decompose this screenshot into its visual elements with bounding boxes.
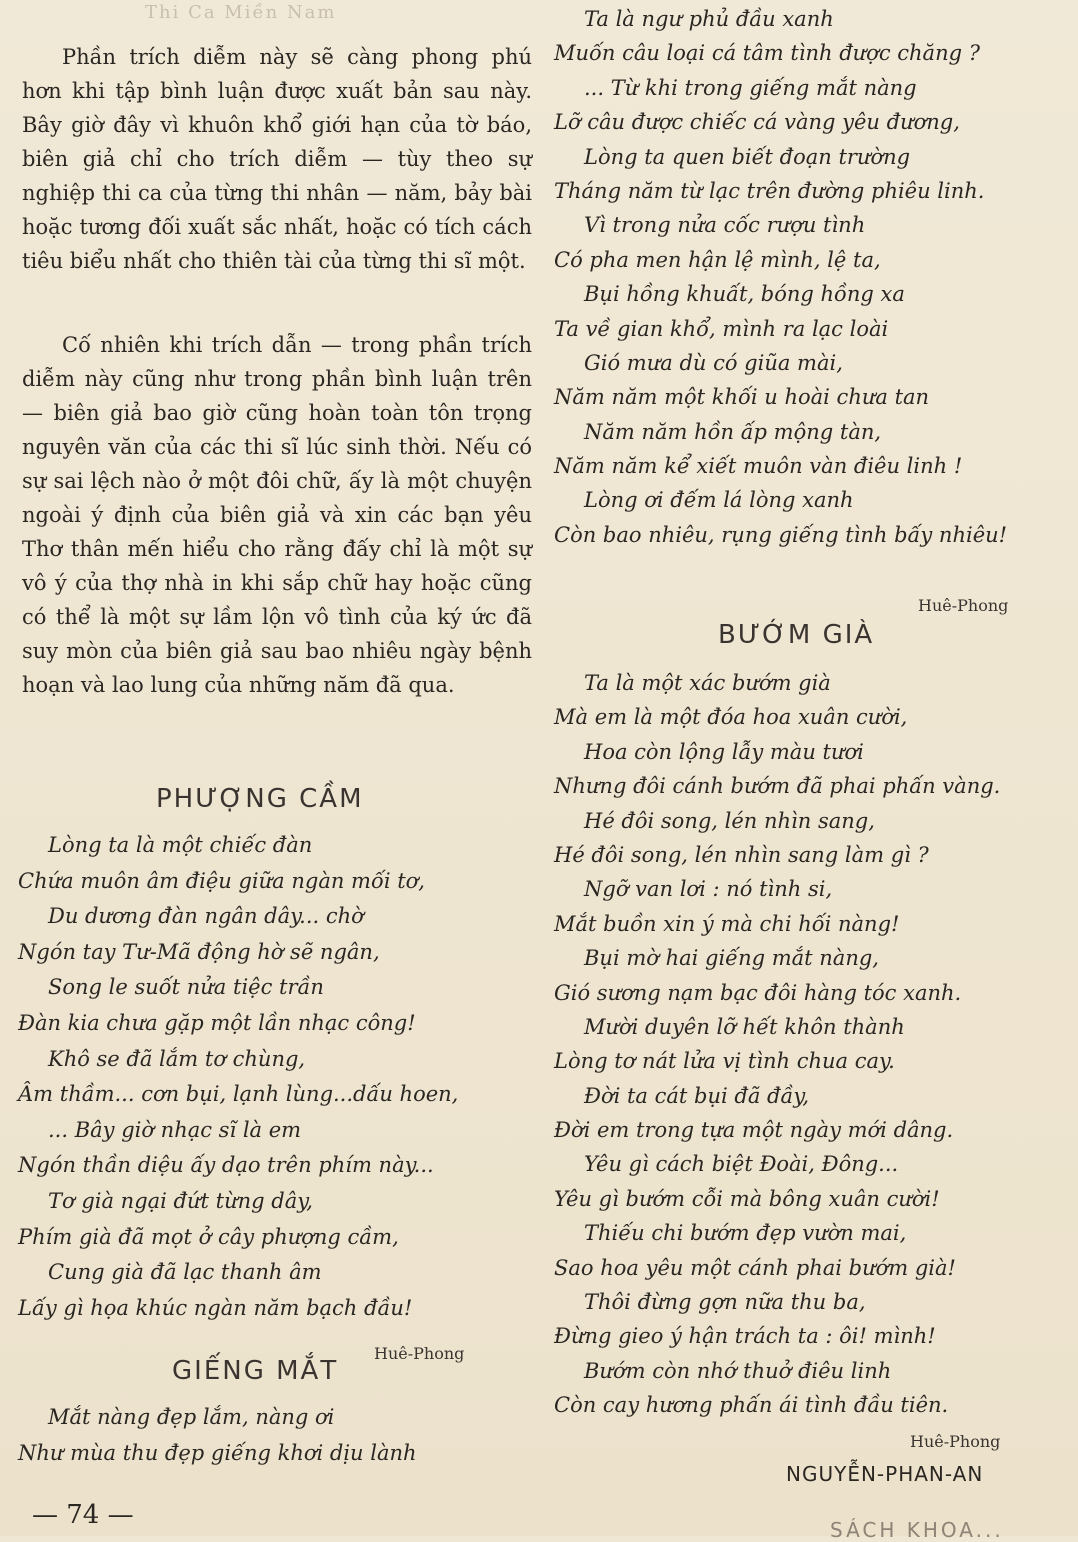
verse-line: Năm năm hồn ấp mộng tàn, bbox=[584, 419, 882, 444]
poem-buom-gia-verse bbox=[554, 666, 1000, 1423]
verse-line: Khô se đã lắm tơ chùng, bbox=[48, 1046, 306, 1071]
verse-line: Ta là ngư phủ đầu xanh bbox=[584, 7, 834, 31]
verse-line: Lấy gì họa khúc ngàn năm bạch đầu! bbox=[18, 1295, 413, 1320]
verse-line: Năm năm một khối u hoài chưa tan bbox=[554, 385, 930, 410]
verse-line: Lòng tơ nát lửa vị tình chua cay. bbox=[554, 1049, 895, 1074]
author-name: NGUYỄN-PHAN-AN bbox=[786, 1462, 984, 1486]
poem-title-buom-gia: BƯỚM GIÀ bbox=[718, 620, 875, 650]
verse-line: Đừng gieo ý hận trách ta : ôi! mình! bbox=[554, 1324, 936, 1349]
verse-line: Muốn câu loại cá tâm tình được chăng ? bbox=[554, 41, 980, 66]
verse-line: Hé đôi song, lén nhìn sang làm gì ? bbox=[554, 842, 929, 867]
verse-line: Đời ta cát bụi đã đầy, bbox=[584, 1083, 810, 1108]
verse-line: Lòng ơi đếm lá lòng xanh bbox=[584, 488, 854, 513]
poem-gieng-mat-verse-right bbox=[554, 2, 1007, 552]
verse-line: Yêu gì cách biệt Đoài, Đông... bbox=[584, 1152, 899, 1177]
verse-line: ... Từ khi trong giếng mắt nàng bbox=[584, 75, 917, 100]
verse-line: Mà em là một đóa hoa xuân cười, bbox=[554, 705, 908, 730]
verse-line: Đàn kia chưa gặp một lần nhạc công! bbox=[18, 1010, 416, 1035]
verse-line: Sao hoa yêu một cánh phai bướm già! bbox=[554, 1255, 956, 1280]
intro-paragraph-2: Cố nhiên khi trích dẫn — trong phần trích diễm này cũng như trong phần bình luận trên — biên giả bao giờ cũng hoàn toàn tôn trọng nguyên văn của các thi sĩ lúc sinh thời. Nếu có sự sai lệch nào ở một đôi chữ, ấy là một chuyện ngoài ý định của biên giả và xin các bạn yêu Thơ thân mến hiểu cho rằng đấy chỉ là một sự vô ý của thợ nhà in khi sắp chữ hay hoặc cũng có thể là một sự lầm lộn vô tình của ký ức đã suy mòn của biên giả sau bao nhiêu ngày bệnh hoạn và lao lung của những năm đã qua. bbox=[22, 333, 532, 697]
verse-line: Đời em trong tựa một ngày mới dâng. bbox=[554, 1118, 954, 1143]
faint-footer-text: SÁCH KHOA... bbox=[830, 1518, 1004, 1542]
verse-line: Ngỡ van lơi : nó tình si, bbox=[584, 877, 833, 902]
poem1-attribution: Huê-Phong bbox=[374, 1344, 465, 1363]
faint-running-header: Thi Ca Miền Nam bbox=[145, 2, 337, 23]
verse-line: Còn bao nhiêu, rụng giếng tình bấy nhiêu! bbox=[554, 522, 1008, 547]
verse-line: Du dương đàn ngân dây... chờ bbox=[48, 904, 364, 929]
verse-line: Tơ già ngại đứt từng dây, bbox=[48, 1188, 313, 1213]
verse-line: Gió sương nạm bạc đôi hàng tóc xanh. bbox=[554, 980, 962, 1005]
verse-line: Song le suốt nửa tiệc trần bbox=[48, 975, 324, 1000]
poem-gieng-mat-verse-left bbox=[18, 1400, 417, 1471]
verse-line: Phím già đã mọt ở cây phượng cầm, bbox=[18, 1224, 399, 1249]
verse-line: Yêu gì bướm cỗi mà bông xuân cười! bbox=[554, 1186, 940, 1211]
verse-line: Mười duyên lỡ hết khôn thành bbox=[584, 1014, 905, 1039]
page-number: — 74 — bbox=[32, 1500, 134, 1530]
verse-line: Ngón thần diệu ấy dạo trên phím này... bbox=[18, 1153, 434, 1178]
verse-line: Mắt buồn xin ý mà chi hối nàng! bbox=[554, 911, 900, 936]
verse-line: Lòng ta quen biết đoạn trường bbox=[584, 144, 911, 169]
verse-line: Còn cay hương phấn ái tình đầu tiên. bbox=[554, 1393, 949, 1418]
verse-line: Mắt nàng đẹp lắm, nàng ơi bbox=[48, 1405, 335, 1429]
verse-line: Âm thầm... cơn bụi, lạnh lùng...dấu hoen, bbox=[18, 1082, 459, 1107]
verse-line: Lỡ câu được chiếc cá vàng yêu đương, bbox=[554, 110, 960, 135]
verse-line: Hoa còn lộng lẫy màu tươi bbox=[584, 739, 864, 764]
poem-phuong-cam-verse bbox=[18, 828, 458, 1326]
verse-line: Năm năm kể xiết muôn vàn điêu linh ! bbox=[554, 454, 963, 479]
verse-line: Thiếu chi bướm đẹp vườn mai, bbox=[584, 1221, 907, 1246]
verse-line: Tháng năm từ lạc trên đường phiêu linh. bbox=[554, 178, 985, 203]
verse-line: Cung già đã lạc thanh âm bbox=[48, 1260, 322, 1285]
verse-line: Hé đôi song, lén nhìn sang, bbox=[584, 808, 875, 833]
poem-title-phuong-cam: PHƯỢNG CẦM bbox=[156, 784, 364, 814]
intro-paragraph-1: Phần trích diễm này sẽ càng phong phú hơn khi tập bình luận được xuất bản sau này. Bây giờ đây vì khuôn khổ giới hạn của tờ báo, biên giả chỉ cho trích diễm — tùy theo sự nghiệp thi ca của từng thi nhân — năm, bảy bài hoặc tương đối xuất sắc nhất, hoặc có tích cách tiêu biểu nhất cho thiên tài của từng thi sĩ một. bbox=[22, 45, 532, 273]
verse-line: Lòng ta là một chiếc đàn bbox=[48, 833, 313, 857]
verse-line: Vì trong nửa cốc rượu tình bbox=[584, 213, 866, 238]
verse-line: Thôi đừng gợn nữa thu ba, bbox=[584, 1290, 866, 1315]
verse-line: Ngón tay Tư-Mã động hờ sẽ ngân, bbox=[18, 939, 380, 964]
verse-line: Có pha men hận lệ mình, lệ ta, bbox=[554, 247, 881, 272]
verse-line: Như mùa thu đẹp giếng khơi dịu lành bbox=[18, 1440, 417, 1465]
verse-line: Gió mưa dù có giũa mài, bbox=[584, 350, 843, 375]
verse-line: Bụi hồng khuất, bóng hồng xa bbox=[584, 282, 905, 307]
verse-line: Nhưng đôi cánh bướm đã phai phấn vàng. bbox=[554, 774, 1001, 799]
verse-line: Bướm còn nhớ thuở điêu linh bbox=[584, 1358, 892, 1383]
poem2-attribution: Huê-Phong bbox=[918, 596, 1009, 615]
poem-title-gieng-mat: GIẾNG MẮT bbox=[172, 1356, 339, 1386]
poem3-attribution: Huê-Phong bbox=[910, 1432, 1001, 1451]
verse-line: Ta là một xác bướm già bbox=[584, 671, 831, 695]
verse-line: Chứa muôn âm điệu giữa ngàn mối tơ, bbox=[18, 868, 425, 893]
verse-line: ... Bây giờ nhạc sĩ là em bbox=[48, 1117, 302, 1142]
verse-line: Ta về gian khổ, mình ra lạc loài bbox=[554, 316, 889, 341]
verse-line: Bụi mờ hai giếng mắt nàng, bbox=[584, 946, 879, 971]
